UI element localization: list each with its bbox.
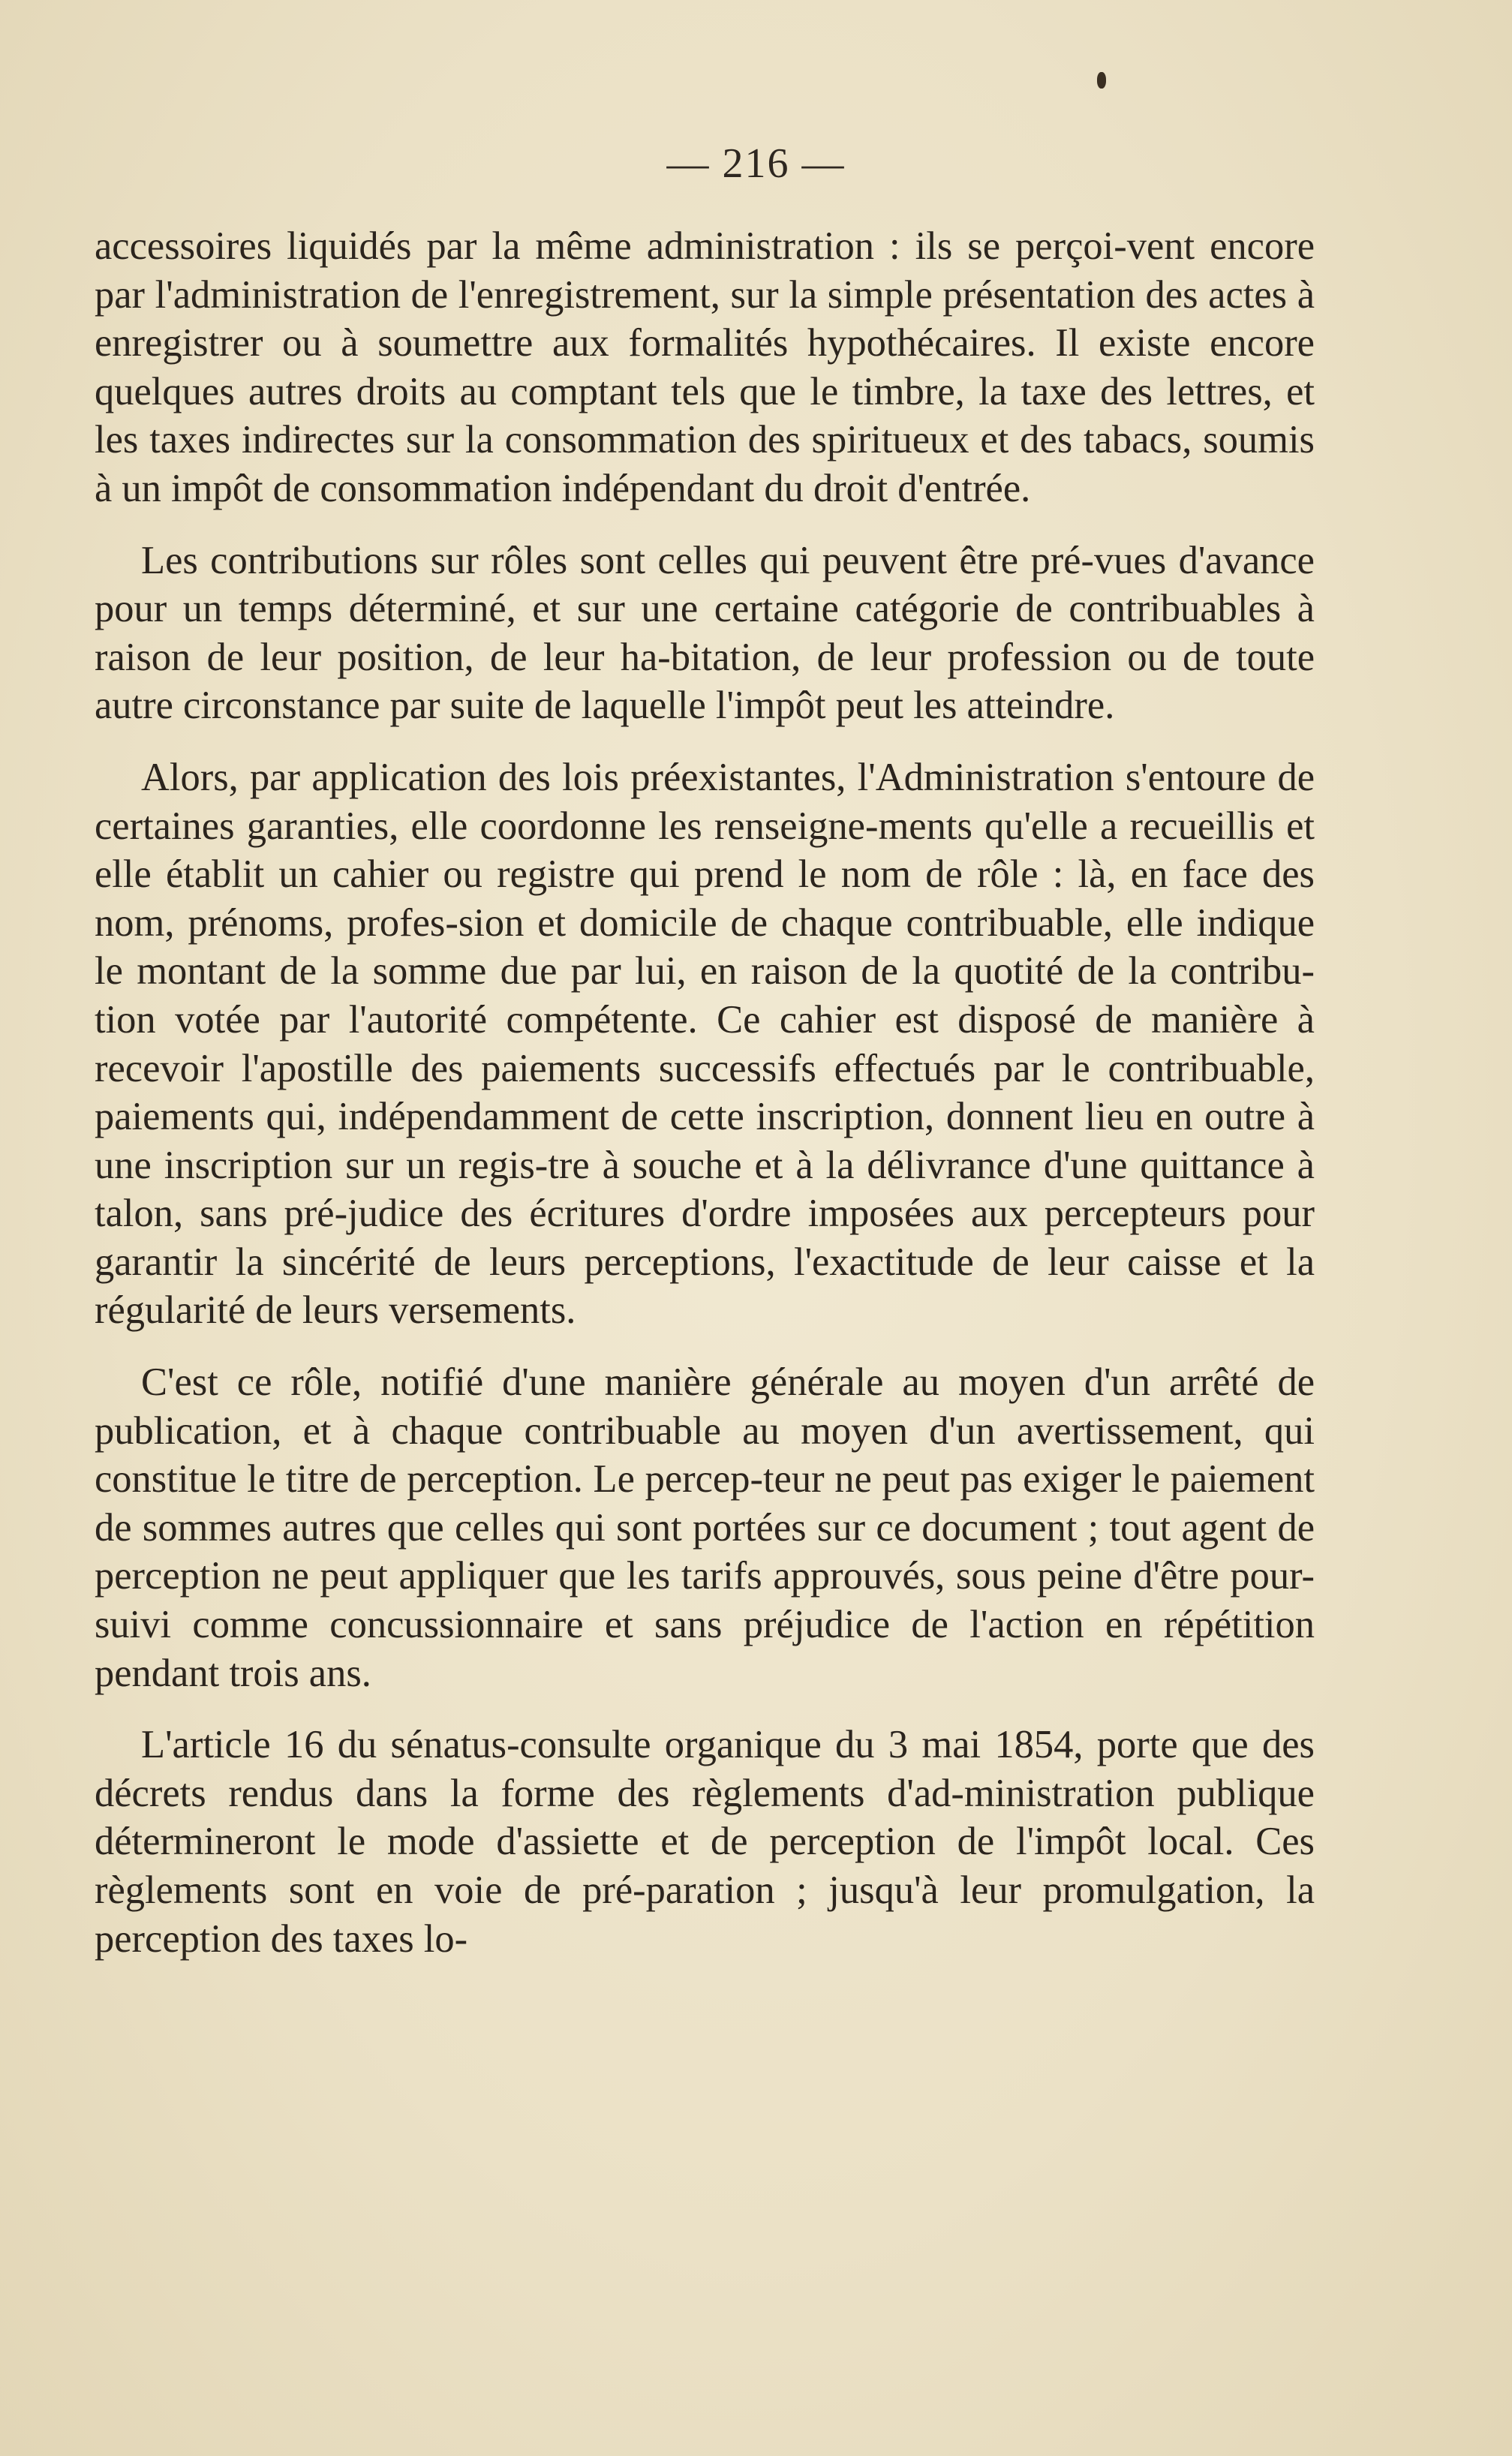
paragraph-5: L'article 16 du sénatus-consulte organique du 3 mai 1854, porte que des décrets rendus dans la forme des règlements d'ad-ministration publique détermineront le mode d'assiette et de perception de l'impôt local. Ces règlements sont en voie de pré-paration ; jusqu'à leur promulgation, la perception des taxes lo-	[95, 1723, 1315, 1961]
paragraph-1: accessoires liquidés par la même administration : ils se perçoi-vent encore par l'administration de l'enregistrement, sur la simple présentation des actes à enregistrer ou à soumettre aux formalités hypothécaires. Il existe encore quelques autres droits au comptant tels que le timbre, la taxe des lettres, et les taxes indirectes sur la consommation des spiritueux et des tabacs, soumis à un impôt de consommation indépendant du droit d'entrée.	[95, 224, 1315, 510]
body-text	[95, 222, 1315, 1986]
page-number: — 216 —	[666, 140, 846, 187]
paragraph-3: Alors, par application des lois préexistantes, l'Administration s'entoure de certaines garanties, elle coordonne les renseigne-ments qu'elle a recueillis et elle établit un cahier ou registre qui prend le nom de rôle : là, en face des nom, prénoms, profes-sion et domicile de chaque contribuable, elle indique le montant de la somme due par lui, en raison de la quotité de la contribu-tion votée par l'autorité compétente. Ce cahier est disposé de manière à recevoir l'apostille des paiements successifs effectués par le contribuable, paiements qui, indépendamment de cette inscription, donnent lieu en outre à une inscription sur un regis-tre à souche et à la délivrance d'une quittance à talon, sans pré-judice des écritures d'ordre imposées aux percepteurs pour garantir la sincérité de leurs perceptions, l'exactitude de leur caisse et la régularité de leurs versements.	[95, 755, 1315, 1333]
paragraph-4: C'est ce rôle, notifié d'une manière générale au moyen d'un arrêté de publication, et à chaque contribuable au moyen d'un avertissement, qui constitue le titre de perception. Le percep-teur ne peut pas exiger le paiement de sommes autres que celles qui sont portées sur ce document ; tout agent de perception ne peut appliquer que les tarifs approuvés, sous peine d'être pour-suivi comme concussionnaire et sans préjudice de l'action en répétition pendant trois ans.	[95, 1360, 1315, 1695]
ink-speck	[1097, 72, 1106, 89]
paragraph-2: Les contributions sur rôles sont celles qui peuvent être pré-vues d'avance pour un temps déterminé, et sur une certaine catégorie de contribuables à raison de leur position, de leur ha-bitation, de leur profession ou de toute autre circonstance par suite de laquelle l'impôt peut les atteindre.	[95, 538, 1315, 728]
